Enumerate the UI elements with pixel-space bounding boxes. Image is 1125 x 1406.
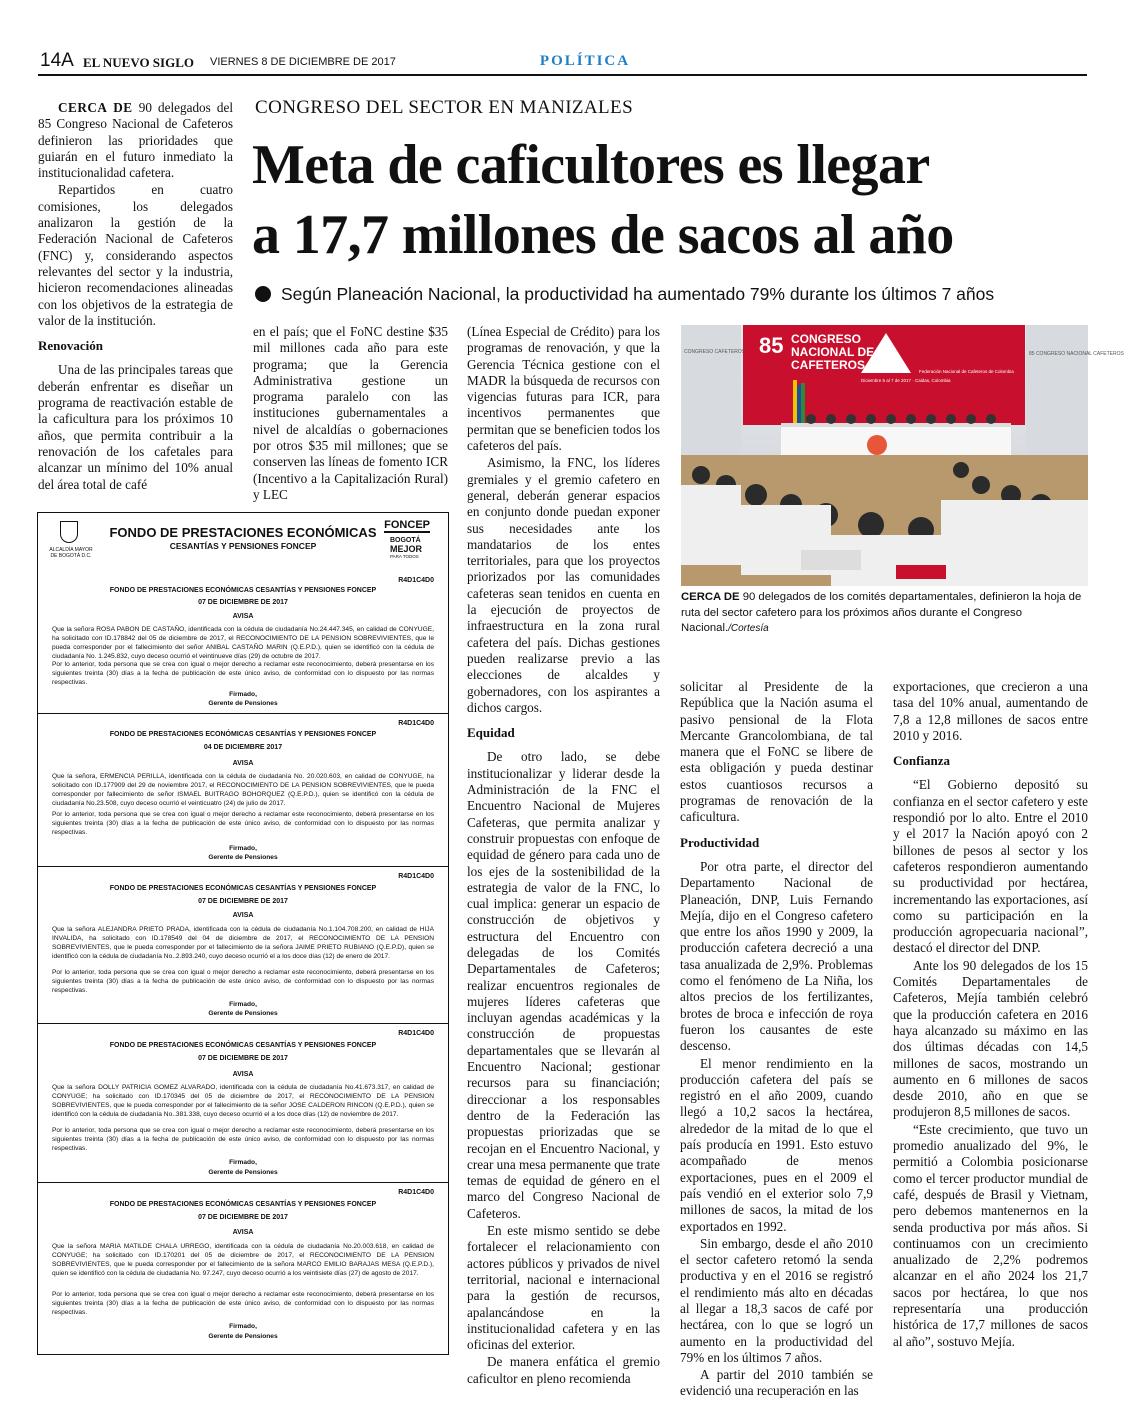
notice-date: 07 DE DICIEMBRE DE 2017 bbox=[198, 599, 288, 606]
notice-body-2: Por lo anterior, toda persona que se crea con igual o mejor derecho a reclamar este reconocimiento, deberá presentarse en los siguientes treinta (30) días a la fecha de publicación de este único aviso, de conformidad con lo dispuesto por las normas respectivas. bbox=[52, 811, 434, 836]
section-name: POLÍTICA bbox=[539, 53, 631, 69]
notice-role: Gerente de Pensiones bbox=[208, 1169, 278, 1176]
headline-line-1: Meta de caficultores es llegar bbox=[252, 134, 930, 196]
banner-line-1: CONGRESO bbox=[791, 332, 862, 346]
congress-photo-image bbox=[681, 325, 1124, 586]
paragraph: Asimismo, la FNC, los líderes gremiales y el gremio cafetero en general, deberán generar espacios en conjunto donde puedan exponer sus necesidades ante los mandatarios de los entes territoriales, para que los proyectos priorizados por las comunidades cafeteras sean tenidos en cuenta en la ejecución de proyectos de infraestructura en la zona rural cafetera del país. Dichas gestiones pueden realizarse previo a las elecciones de alcaldes y gobernadores, con los aspirantes a dichos cargos. bbox=[467, 455, 660, 715]
notice-aviso: AVISA bbox=[232, 613, 254, 620]
article-column-1 bbox=[38, 100, 233, 494]
paragraph: “El Gobierno depositó su confianza en el sector cafetero y este respondió por lo alto. Entre el 2010 y el 2017 la Nación apoyó con 2 billones de pesos al sector y los cafeteros respondieron aumentando su productividad por hectárea, incrementando las exportaciones, así como su participación en la producción agropecuaria nacional”, destacó el director del DNP. bbox=[893, 777, 1088, 956]
notice-code: R4D1C4D0 bbox=[398, 577, 434, 584]
notice-body-2: Por lo anterior, toda persona que se crea con igual o mejor derecho a reclamar este reconocimiento, deberá presentarse en los siguientes treinta (30) días a la fecha de publicación de este único aviso, de conformidad con lo dispuesto por las normas respectivas. bbox=[52, 969, 434, 994]
article-column-4 bbox=[680, 679, 873, 1401]
paragraph: “Este crecimiento, que tuvo un promedio anualizado del 9%, le permitió a Colombia posicionarse como el tercer productor mundial de café, después de Brasil y Vietnam, pero debemos mantenernos en la senda productiva por más años. Si continuamos con un crecimiento anualizado de 2,2% podremos alcanzar en el año 2024 los 21,7 sacos por hectárea, lo que nos representaría una producción histórica de 17,7 millones de sacos al año”, sostuvo Mejía. bbox=[893, 1121, 1088, 1349]
bogota-line-2: MEJOR bbox=[389, 544, 422, 554]
notice-aviso: AVISA bbox=[232, 912, 254, 919]
kicker: CONGRESO DEL SECTOR EN MANIZALES bbox=[255, 97, 634, 118]
notice-org: FONDO DE PRESTACIONES ECONÓMICAS CESANTÍAS Y PENSIONES FONCEP bbox=[109, 1201, 377, 1208]
notice-date: 07 DE DICIEMBRE DE 2017 bbox=[198, 898, 288, 905]
side-text-right: 85 CONGRESO NACIONAL CAFETEROS bbox=[1029, 351, 1124, 357]
header-rule bbox=[38, 74, 1087, 76]
bogota-line-3: PARA TODOS bbox=[389, 554, 419, 559]
subhead-productividad: Productividad bbox=[680, 834, 760, 850]
banner-fnc: Federación Nacional de Cafeteros de Colombia bbox=[919, 369, 1014, 374]
notice-role: Gerente de Pensiones bbox=[208, 1010, 278, 1017]
notice-role: Gerente de Pensiones bbox=[208, 1333, 278, 1340]
headline bbox=[252, 130, 1072, 270]
congress-photo bbox=[681, 325, 1124, 586]
subhead-confianza: Confianza bbox=[893, 753, 951, 769]
notice-body: Que la señora ROSA PABON DE CASTAÑO, identificada con la cédula de ciudadanía No.24.447.345, en calidad de CONYUGE, ha solicitado con ID.178842 del 05 de diciembre de 2017, el RECONOCIMIENTO DE LA PENSION SOBREVIVIENTES, que le pueda corresponder por el fallecimiento del señor ANIBAL CASTAÑO MARIN (Q.E.P.D.), quien se identificó con la cédula de ciudadanía No. 1.245.832, cuyo deceso ocurrió el veintinueve días (29) de octubre de 2017. bbox=[52, 626, 434, 660]
side-text-left: CONGRESO CAFETEROS bbox=[684, 349, 746, 355]
banner-sub: Diciembre 5 al 7 de 2017 · Caldas, Colombia bbox=[861, 378, 951, 383]
foncep-logo: FONCEP bbox=[384, 519, 430, 531]
notice-body-2: Por lo anterior, toda persona que se crea con igual o mejor derecho a reclamar este reconocimiento, deberá presentarse en los siguientes treinta (30) días a la fecha de publicación de este único aviso, de conformidad con lo dispuesto por las normas respectivas. bbox=[52, 1291, 434, 1316]
paragraph: en el país; que el FoNC destine $35 mil millones cada año para este programa; que la Gerencia Administrativa gestione un programa paralelo con las instituciones gubernamentales a nivel de alcaldías o gobernaciones por otros $35 mil millones; que se conserven las líneas de fomento ICR (Incentivo a la Capitalización Rural) y LEC bbox=[253, 324, 448, 502]
paragraph: Una de las principales tareas que deberán enfrentar es diseñar un programa de reactivación estable de la caficultura para los próximos 10 años, que permita contribuir a la renovación de los cafetales para alcanzar un mínimo del 10% anual del área total de café bbox=[38, 362, 233, 492]
paragraph: Por otra parte, el director del Departamento Nacional de Planeación, DNP, Luis Fernando Mejía, dijo en el Congreso cafetero que entre los años 1990 y 2009, la producción cafetera decreció a una tasa anualizada de 2,9%. Problemas como el fenómeno de La Niña, los altos precios de los fertilizantes, brotes de broca e infección de roya fueron los causantes de este descenso. bbox=[680, 858, 873, 1054]
subhead-renovacion: Renovación bbox=[38, 338, 103, 354]
notice-aviso: AVISA bbox=[232, 1229, 254, 1236]
banner-line-2: NACIONAL DE bbox=[791, 345, 875, 359]
caption-lead: CERCA DE bbox=[681, 591, 740, 603]
deck bbox=[255, 284, 994, 305]
paragraph: De manera enfática el gremio caficultor en pleno recomienda bbox=[467, 1354, 660, 1386]
notice bbox=[38, 1183, 448, 1355]
issue-date: VIERNES 8 DE DICIEMBRE DE 2017 bbox=[210, 56, 396, 68]
notice-org: FONDO DE PRESTACIONES ECONÓMICAS CESANTÍAS Y PENSIONES FONCEP bbox=[109, 885, 377, 892]
article-column-5 bbox=[893, 679, 1088, 1351]
deck-text: Según Planeación Nacional, la productividad ha aumentado 79% durante los últimos 7 años bbox=[281, 284, 995, 304]
notice bbox=[38, 867, 448, 1024]
paragraph: Sin embargo, desde el año 2010 el sector cafetero retomó la senda productiva y en el 2016 se registró el rendimiento más alto en décadas al llegar a 18,3 sacos de café por hectárea, con lo que se logró un aumento en la productividad del 79% en los últimos 7 años. bbox=[680, 1235, 873, 1365]
paragraph: exportaciones, que crecieron a una tasa del 10% anual, aumentando de 7,8 a 12,8 millones de sacos entre 2010 y 2016. bbox=[893, 679, 1088, 743]
folio bbox=[40, 50, 1088, 74]
notice-date: 07 DE DICIEMBRE DE 2017 bbox=[198, 1214, 288, 1221]
banner-line-3: CAFETEROS bbox=[791, 358, 866, 372]
page-number: 14A bbox=[40, 50, 74, 71]
notice-code: R4D1C4D0 bbox=[398, 1030, 434, 1037]
paragraph: A partir del 2010 también se evidenció una recuperación en las bbox=[680, 1367, 873, 1399]
article-column-3 bbox=[467, 324, 660, 1388]
notice-code: R4D1C4D0 bbox=[398, 720, 434, 727]
headline-line-2: a 17,7 millones de sacos al año bbox=[252, 204, 954, 266]
subhead-equidad: Equidad bbox=[467, 725, 515, 741]
newspaper-name: EL NUEVO SIGLO bbox=[83, 55, 194, 70]
notice-org: FONDO DE PRESTACIONES ECONÓMICAS CESANTÍAS Y PENSIONES FONCEP bbox=[109, 731, 377, 738]
notice-org: FONDO DE PRESTACIONES ECONÓMICAS CESANTÍAS Y PENSIONES FONCEP bbox=[109, 587, 377, 594]
notice-date: 04 DE DICIEMBRE 2017 bbox=[203, 744, 283, 751]
banner-number: 85 bbox=[759, 333, 784, 358]
article-column-2 bbox=[253, 324, 448, 504]
paragraph: Repartidos en cuatro comisiones, los delegados analizaron la gestión de la Federación Nacional de Cafeteros (FNC) y, considerando aspectos relevantes del sector y la industria, hicieron recomendaciones alineadas con los objetivos de la estrategia de valor de la institución. bbox=[38, 182, 233, 328]
alcaldia-label: ALCALDÍA MAYOR DE BOGOTÁ D.C. bbox=[49, 547, 93, 559]
paragraph: En este mismo sentido se debe fortalecer el relacionamiento con actores públicos y privados de nivel territorial, nacional e internacional para la gestión de recursos, apalancándose en la institucionalidad cafetera y en las oficinas del exterior. bbox=[467, 1223, 660, 1353]
notice-body-2: Por lo anterior, toda persona que se crea con igual o mejor derecho a reclamar este reconocimiento, deberá presentarse en los siguientes treinta (30) días a la fecha de publicación de este único aviso, de conformidad con lo dispuesto por las normas respectivas. bbox=[52, 1127, 434, 1152]
notice-signed: Firmado, bbox=[229, 1323, 257, 1330]
notice-code: R4D1C4D0 bbox=[398, 873, 434, 880]
paragraph: (Línea Especial de Crédito) para los programas de renovación, y que la Gerencia Técnica gestione con el MADR la búsqueda de recursos con vigencias futuras para ICR, para incentivos permanentes que permitan que se beneficien todos los cafeteros del país. bbox=[467, 324, 660, 454]
notice-signed: Firmado, bbox=[229, 1001, 257, 1008]
paragraph: El menor rendimiento en la producción cafetera del país se registró en el año 2009, cuando llegó a 10,2 sacos la hectárea, alrededor de la mitad de lo que el país producía en 1991. Esto estuvo acompañado de menos exportaciones, pues en el 2009 el país vendió en el exterior solo 7,9 millones de sacos, la mitad de los exportados en 1992. bbox=[680, 1055, 873, 1234]
notice bbox=[38, 714, 448, 867]
bogota-line-1: BOGOTÁ bbox=[389, 537, 421, 544]
caption-text: 90 delegados de los comités departamentales, definieron la hoja de ruta del sector cafetero para los próximos años durante el Congreso Nacional. bbox=[681, 591, 1082, 634]
notice-role: Gerente de Pensiones bbox=[208, 854, 278, 861]
notice-body: Que la señora MARIA MATILDE CHALA URREGO, identificada con la cédula de ciudadanía No.20.003.618, en calidad de CONYUGE; ha solicitado con ID.170201 del 05 de diciembre de 2017, el RECONOCIMIENTO DE LA PENSION SOBREVIVIENTES, que le pueda corresponder por el fallecimiento de la señora MARCO EMILIO BARAJAS MESA (Q.E.P.D.), quien se identificó con la cédula de ciudadanía No. 97.247, cuyo deceso ocurrió a los veintisiete días (27) de agosto de 2017. bbox=[52, 1243, 434, 1277]
paragraph: solicitar al Presidente de la República que la Nación asuma el pasivo pensional de la Flota Mercante Grancolombiana, de tal manera que el FoNC se libere de esta obligación y pueda destinar estos cuantiosos recursos a programas de renovación de la caficultura. bbox=[680, 679, 873, 825]
notice-header-subtitle: CESANTÍAS Y PENSIONES FONCEP bbox=[169, 541, 317, 551]
notice-signed: Firmado, bbox=[229, 691, 257, 698]
legal-notices bbox=[37, 512, 449, 1355]
notice-role: Gerente de Pensiones bbox=[208, 700, 278, 707]
notice-code: R4D1C4D0 bbox=[398, 1189, 434, 1196]
photo-caption bbox=[681, 590, 1086, 637]
paragraph: De otro lado, se debe institucionalizar y liderar desde la Administración de la FNC el Encuentro Nacional de Mujeres Cafeteras, que permita analizar y construir propuestas con enfoque de equidad de género para cada uno de los ejes de la sostenibilidad de la estrategia de valor de la FNC, lo cual implica: generar un espacio de construcción de objetivos y estructura del Encuentro con delegadas de los Comités Departamentales de Cafeteros; realizar encuentros regionales de mujeres líderes cafeteras que incluyan agendas académicas y la construcción de propuestas departamentales que se llevarán al Encuentro Nacional; gestionar recursos para su financiación; direccionar a los responsables dentro de la Federación las propuestas priorizadas que se recojan en el Encuentro Nacional, y crear una mesa permanente que trate temas de equidad de género en el marco del Congreso Nacional de Cafeteros. bbox=[467, 749, 660, 1221]
paragraph: 90 delegados del 85 Congreso Nacional de Cafeteros definieron las prioridades que guiarán en el futuro inmediato la institucionalidad cafetera. bbox=[38, 100, 234, 181]
notice-body-2: Por lo anterior, toda persona que se crea con igual o mejor derecho a reclamar este reconocimiento, deberá presentarse en los siguientes treinta (30) días a la fecha de publicación de este único aviso, de conformidad con lo dispuesto por las normas respectivas. bbox=[52, 661, 434, 686]
notice-signed: Firmado, bbox=[229, 845, 257, 852]
notice-header-title: FONDO DE PRESTACIONES ECONÓMICAS bbox=[109, 525, 377, 540]
notice-header bbox=[38, 513, 448, 573]
notice bbox=[38, 1024, 448, 1183]
notice-body: Que la señora, ERMENCIA PERILLA, identificada con la cédula de ciudadanía No. 20.020.603, en calidad de CONYUGE, ha solicitado con ID.177909 del 29 de noviembre 2017, el RECONOCIMIENTO DE LA PENSION SOBREVIVIENTES, que le pueda corresponder por fallecimiento de señor ISMAEL BUITRAGO BOHORQUEZ (Q.E.P.D.), quien se identificó con la cédula de ciudadanía No.23.508, cuyo deceso ocurrió el veinticuatro (24) de julio de 2017. bbox=[52, 773, 434, 807]
notice-date: 07 DE DICIEMBRE DE 2017 bbox=[198, 1055, 288, 1062]
bullet-icon bbox=[255, 286, 271, 302]
notice-body: Que la señora DOLLY PATRICIA GOMEZ ALVARADO, identificada con la cédula de ciudadanía No.41.673.317, en calidad de CONYUGE; ha solicitado con ID.170345 del 05 de diciembre de 2017, el RECONOCIMIENTO DE LA PENSION SOBREVIVIENTES, que le pueda corresponder por el fallecimiento de la señor JOSE CALDERON RINCON (Q.E.P.D.), quien se identificó con la cédula de ciudadanía No..381.338, cuyo deceso ocurrió el a los doce días (12) de noviembre de 2017. bbox=[52, 1084, 434, 1118]
notice-org: FONDO DE PRESTACIONES ECONÓMICAS CESANTÍAS Y PENSIONES FONCEP bbox=[109, 1042, 377, 1049]
lead-in: CERCA DE bbox=[58, 100, 133, 115]
caption-credit: /Cortesía bbox=[728, 623, 769, 634]
notice-aviso: AVISA bbox=[232, 760, 254, 767]
notice-signed: Firmado, bbox=[229, 1159, 257, 1166]
notice-body: Que la señora ALEJANDRA PRIETO PRADA, identificada con la cédula de ciudadanía No.1.104.708.200, en calidad de HIJA INVALIDA, ha solicitado con ID.178549 del 04 de diciembre de 2017, el RECONOCIMIENTO DE LA PENSION SOBREVIVIENTES, que le pueda corresponder por el fallecimiento de la señora JAIME PRIETO RUBIANO (Q.E.P.D), quien se identificó con la cédula de ciudadanía No..2.893.240, cuyo deceso ocurrió el a los doce días (12) de enero de 2017. bbox=[52, 926, 434, 960]
notice-aviso: AVISA bbox=[232, 1071, 254, 1078]
paragraph: Ante los 90 delegados de los 15 Comités Departamentales de Cafeteros, Mejía también celebró que la producción cafetera en 2016 haya alcanzado su máximo en las dos últimas décadas con 14,5 millones de sacos, mostrando un aumento en 6 millones de sacos desde 2010, año en que se produjeron 8,5 millones de sacos. bbox=[893, 957, 1088, 1120]
notice bbox=[38, 571, 448, 714]
bogota-logo bbox=[390, 537, 422, 561]
